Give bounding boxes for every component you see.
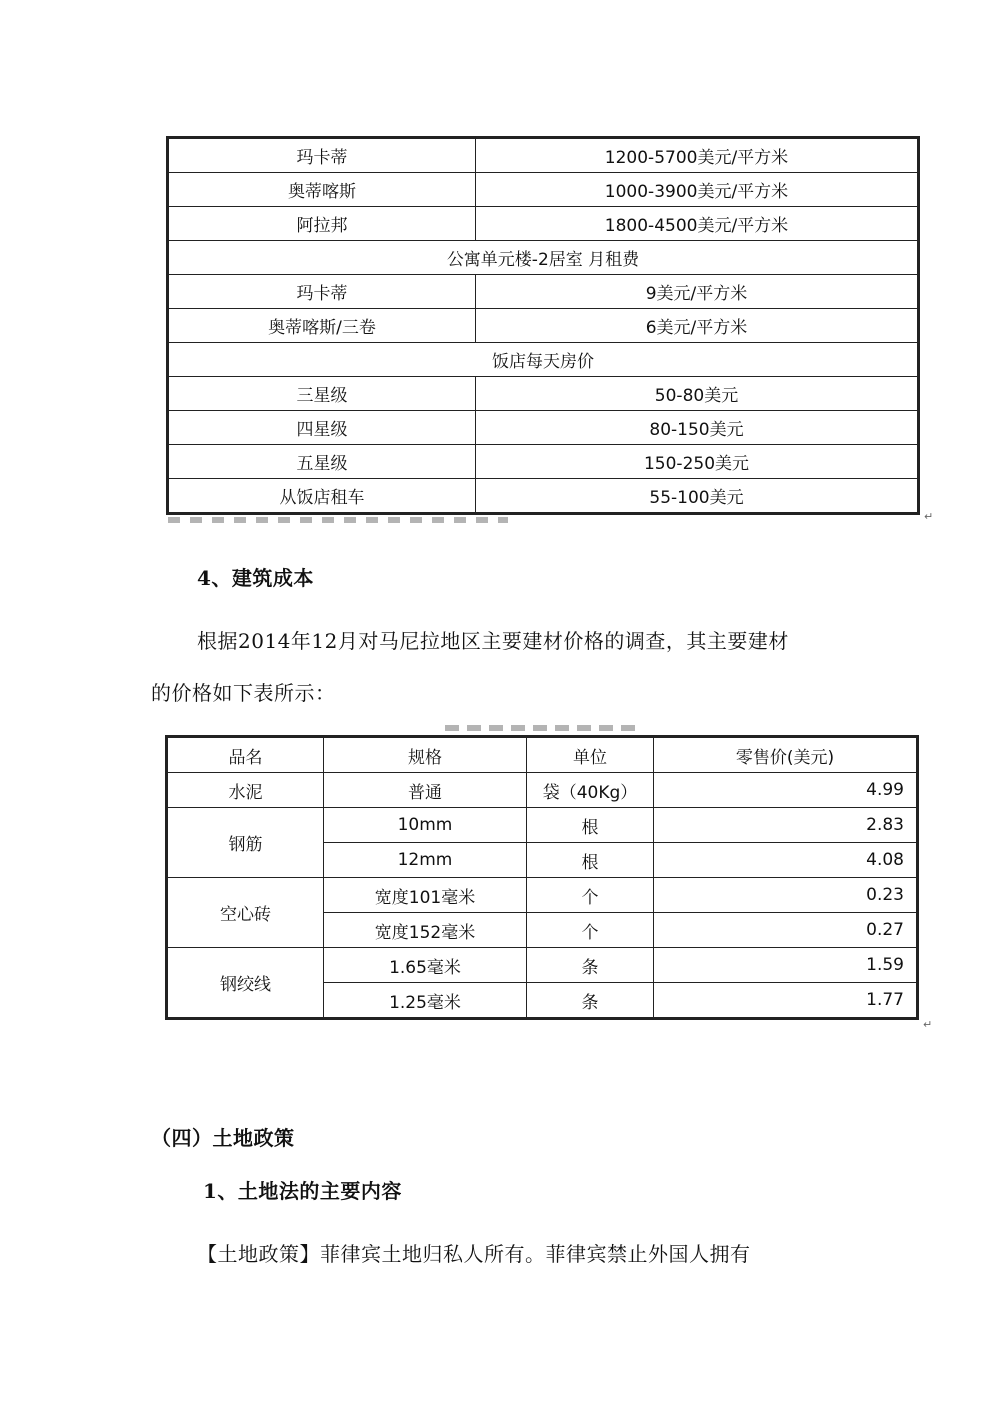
subheading-land-law: 1、土地法的主要内容: [203, 1179, 402, 1203]
location-cell: 阿拉邦: [168, 207, 476, 241]
unit-cell: 个: [527, 878, 654, 913]
paragraph-mark: ↵: [924, 510, 934, 523]
price-cell: 4.99: [654, 773, 918, 808]
construction-paragraph-line2: 的价格如下表所示：: [151, 681, 336, 705]
price-cell: 4.08: [654, 843, 918, 878]
rent-table-row: [168, 173, 919, 207]
rent-table-section-row: [168, 241, 919, 275]
spec-cell: 10mm: [324, 808, 527, 843]
spec-cell: 宽度152毫米: [324, 913, 527, 948]
spec-cell: 宽度101毫米: [324, 878, 527, 913]
spec-cell: 1.65毫米: [324, 948, 527, 983]
material-name-cell: 钢绞线: [167, 948, 324, 1019]
unit-cell: 根: [527, 843, 654, 878]
location-cell: 奥蒂喀斯: [168, 173, 476, 207]
rent-table-row: [168, 479, 919, 514]
paragraph-mark: ↵: [923, 1018, 933, 1031]
price-cell: 9美元/平方米: [476, 275, 919, 309]
section-header-cell: 饭店每天房价: [168, 343, 919, 377]
rent-table-row: [168, 445, 919, 479]
construction-paragraph-line1: 根据2014年12月对马尼拉地区主要建材价格的调查，其主要建材: [197, 629, 789, 653]
spec-cell: 12mm: [324, 843, 527, 878]
price-cell: 6美元/平方米: [476, 309, 919, 343]
rent-table-row: [168, 377, 919, 411]
location-cell: 玛卡蒂: [168, 275, 476, 309]
material-table-header-row: [167, 737, 918, 773]
price-cell: 2.83: [654, 808, 918, 843]
rent-price-table-body: [168, 138, 919, 514]
location-cell: 奥蒂喀斯/三卷: [168, 309, 476, 343]
header-cell-price: 零售价(美元): [654, 737, 918, 773]
price-cell: 55-100美元: [476, 479, 919, 514]
price-cell: 1200-5700美元/平方米: [476, 138, 919, 173]
clipped-caption-fragment: [168, 517, 508, 523]
price-cell: 1.59: [654, 948, 918, 983]
material-name-cell: 钢筋: [167, 808, 324, 878]
heading-construction-cost: 4、建筑成本: [197, 566, 314, 590]
material-table-body: [167, 773, 918, 1019]
price-cell: 80-150美元: [476, 411, 919, 445]
unit-cell: 个: [527, 913, 654, 948]
heading-land-policy: （四）土地政策: [151, 1126, 295, 1150]
header-cell-unit: 单位: [527, 737, 654, 773]
header-cell-spec: 规格: [324, 737, 527, 773]
price-cell: 150-250美元: [476, 445, 919, 479]
clipped-caption-fragment: [445, 725, 635, 731]
material-name-cell: 水泥: [167, 773, 324, 808]
price-cell: 0.23: [654, 878, 918, 913]
rent-table-row: [168, 411, 919, 445]
rent-price-table: [166, 136, 920, 515]
material-price-table: [165, 735, 919, 1020]
location-cell: 从饭店租车: [168, 479, 476, 514]
unit-cell: 条: [527, 983, 654, 1019]
rent-table-section-row: [168, 343, 919, 377]
unit-cell: 条: [527, 948, 654, 983]
land-policy-paragraph-line1: 【土地政策】菲律宾土地归私人所有。菲律宾禁止外国人拥有: [197, 1242, 751, 1266]
section-header-cell: 公寓单元楼-2居室 月租费: [168, 241, 919, 275]
unit-cell: 根: [527, 808, 654, 843]
material-row: [167, 948, 918, 983]
price-cell: 1800-4500美元/平方米: [476, 207, 919, 241]
material-row: [167, 808, 918, 843]
header-cell-name: 品名: [167, 737, 324, 773]
location-cell: 玛卡蒂: [168, 138, 476, 173]
rent-table-row: [168, 138, 919, 173]
rent-table-row: [168, 207, 919, 241]
material-row: [167, 878, 918, 913]
price-cell: 1000-3900美元/平方米: [476, 173, 919, 207]
material-row: [167, 773, 918, 808]
unit-cell: 袋（40Kg）: [527, 773, 654, 808]
spec-cell: 普通: [324, 773, 527, 808]
price-cell: 1.77: [654, 983, 918, 1019]
price-cell: 0.27: [654, 913, 918, 948]
location-cell: 三星级: [168, 377, 476, 411]
price-cell: 50-80美元: [476, 377, 919, 411]
rent-table-row: [168, 275, 919, 309]
location-cell: 四星级: [168, 411, 476, 445]
spec-cell: 1.25毫米: [324, 983, 527, 1019]
location-cell: 五星级: [168, 445, 476, 479]
material-name-cell: 空心砖: [167, 878, 324, 948]
rent-table-row: [168, 309, 919, 343]
